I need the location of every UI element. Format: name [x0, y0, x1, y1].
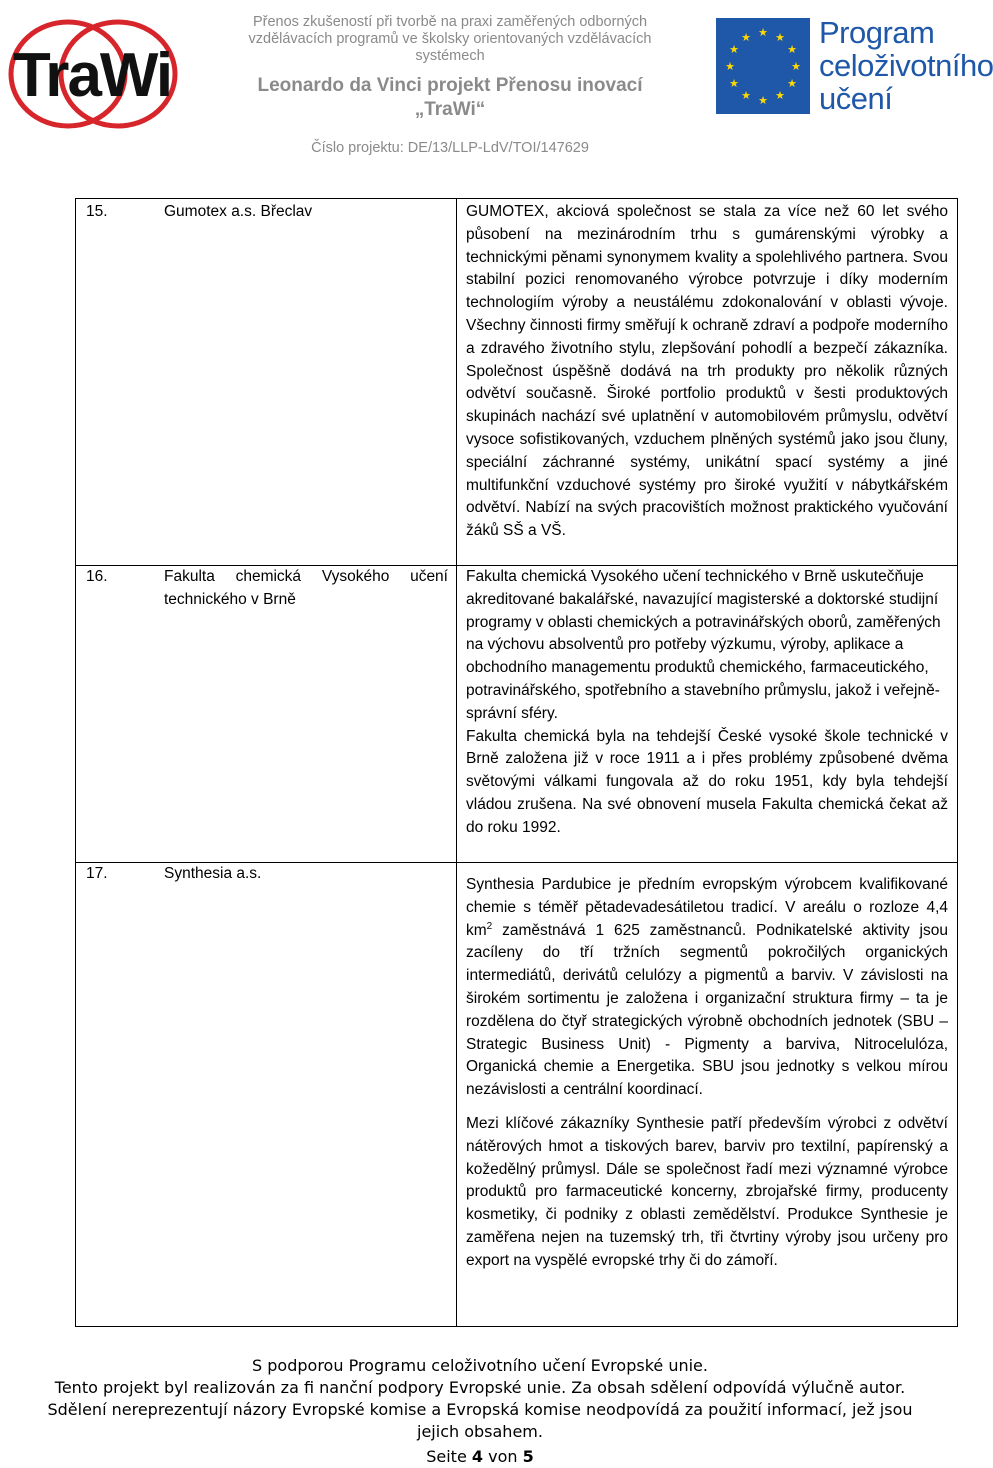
row-name: Gumotex a.s. Břeclav [164, 203, 313, 220]
svg-text:★: ★ [729, 77, 739, 90]
page-label: Seite [426, 1447, 472, 1466]
eu-lifelong-learning-logo [716, 15, 993, 120]
partners-table [75, 198, 958, 1327]
row-name: Fakulta chemická Vysokého učení technického v Brně [164, 568, 448, 608]
header-line-1: Přenos zkušeností při tvorbě na praxi zaměřených odborných [252, 14, 648, 30]
page-footer [40, 1355, 920, 1468]
total-pages: 5 [522, 1447, 534, 1466]
project-header [200, 14, 700, 156]
trawi-logo [2, 8, 182, 138]
eu-text-line-2: celoživotního [819, 48, 993, 83]
svg-text:★: ★ [741, 89, 751, 102]
svg-text:★: ★ [791, 60, 801, 73]
eu-text-line-1: Program [819, 15, 935, 50]
row-name: Synthesia a.s. [164, 865, 262, 882]
row-description [466, 874, 948, 1273]
description-paragraph: Fakulta chemická byla na tehdejší České vysoké škole technické v Brně založena již v roce 1911 a i přes problémy způsobené dvěma světovými válkami fungovala až do roku 1951, kdy byla tehdejší vládou zrušena. Na své obnovení musela Fakulta chemická čekat až do roku 1992. [466, 727, 948, 836]
description-paragraph [466, 874, 948, 1102]
eu-flag-icon [716, 18, 810, 114]
row-description [466, 566, 948, 840]
superscript: 2 [486, 920, 493, 932]
column-divider [456, 199, 457, 1326]
row-number: 15. [86, 203, 108, 220]
header-line-3: systémech [415, 48, 485, 64]
header-line-2: vzdělávacích programů ve školsky orientovaných vzdělávacích [248, 31, 652, 47]
description-text: Synthesia Pardubice je předním evropským výrobcem kvalifikované chemie s téměř pětadevadesátiletou tradicí. V areálu o rozloze 4,4 km [466, 876, 948, 939]
page-of-label: von [483, 1447, 523, 1466]
eu-text-line-3: učení [819, 81, 893, 116]
svg-text:★: ★ [741, 31, 751, 44]
row-divider [76, 565, 957, 566]
svg-text:★: ★ [775, 89, 785, 102]
eu-program-text [819, 16, 993, 115]
project-number: Číslo projektu: DE/13/LLP-LdV/TOI/147629 [311, 140, 589, 156]
description-paragraph: GUMOTEX, akciová společnost se stala za více než 60 let svého působení na mezinárodním trhu s gumárenskými výrobky a technickými pěnami synonymem kvality a spolehlivého partnera. Svou stabilní pozici renomovaného výrobce potvrzuje i díky moderním technologiím výroby a neustálému zdokonalování v oblasti vývoje. Všechny činnosti firmy směřují k ochraně zdraví a podpoře moderního a zdravého životního stylu, zlepšování pohodlí a bezpečí zákazníka. Společnost úspěšně dodává na trh produkty pro několik různých odvětví současně. Široké portfolio produktů v šesti produktových skupinách nachází své uplatnění v automobilovém průmyslu, odvětví vysoce sofistikovaných, vzduchem plněných systémů jako jsou čluny, speciální záchranné systémy, unikátní spací systémy a jiné multifunkční vzduchové systémy pro široké využití v nábytkářském odvětví. Nabízí na svých pracovištích možnost praktického vyučování žáků SŠ a VŠ. [466, 203, 948, 540]
description-paragraph: Fakulta chemická Vysokého učení technického v Brně uskutečňuje akreditované bakalářské, navazující magisterské a doktorské studijní programy v oblasti chemických a potravinářských oborů, zaměřených na výchovu absolventů pro potřeby výzkumu, výroby, aplikace a obchodního managementu produktů chemického, farmaceutického, potravinářského, spotřebního a stavebního průmyslu, jakož i veřejně-správní sféry. [466, 568, 941, 722]
row-number: 16. [86, 568, 108, 585]
project-name: „TraWi“ [414, 99, 486, 120]
svg-text:★: ★ [787, 77, 797, 90]
svg-text:★: ★ [725, 60, 735, 73]
svg-text:★: ★ [729, 43, 739, 56]
row-divider [76, 862, 957, 863]
description-paragraph: Mezi klíčové zákazníky Synthesie patří především výrobci z odvětví nátěrových hmot a tiskových barev, barviv pro textilní, papírenský a kožedělný průmysl. Dále se společnost řadí mezi významné výrobce produktů pro farmaceutické koncerny, zbrojařské firmy, producenty kosmetiky, či podniky z oblasti zemědělství. Produkce Synthesie je zaměřena nejen na tuzemský trh, tři čtvrtiny výroby jsou určeny pro export na vyspělé evropské trhy či do zámoří. [466, 1114, 948, 1269]
description-text: zaměstnává 1 625 zaměstnanců. Podnikatelské aktivity jsou zacíleny do tří tržních segmentů pokročilých organických intermediátů, derivátů celulózy a pigmentů a barviv. V závislosti na širokém sortimentu je založena i organizační struktura firmy – ta je rozdělena do čtyř strategických výrobně obchodních jednotek (SBU – Strategic Business Unit) - Pigmenty a barviva, Nitrocelulóza, Organická chemie a Energetika. SBU jsou jednotky s velkou mírou nezávislosti a centrální koordinací. [466, 921, 948, 1099]
footer-disclaimer: Tento projekt byl realizován za fi nanční podpory Evropské unie. Za obsah sdělení odpovídá výlučně autor. Sdělení nereprezentují názory Evropské komise a Evropská komise neodpovídá za použití informací, jež jsou jejich obsahem. [47, 1378, 913, 1441]
row-description [466, 201, 948, 543]
svg-text:★: ★ [758, 26, 768, 39]
page-number [40, 1446, 920, 1468]
svg-text:★: ★ [787, 43, 797, 56]
project-line: Leonardo da Vinci projekt Přenosu inovací [257, 75, 643, 96]
svg-text:★: ★ [758, 94, 768, 107]
row-number: 17. [86, 865, 108, 882]
svg-text:★: ★ [775, 31, 785, 44]
current-page: 4 [471, 1447, 484, 1466]
trawi-logo-text: TraWi [12, 41, 172, 110]
footer-support-line: S podporou Programu celoživotního učení Evropské unie. [252, 1356, 708, 1375]
